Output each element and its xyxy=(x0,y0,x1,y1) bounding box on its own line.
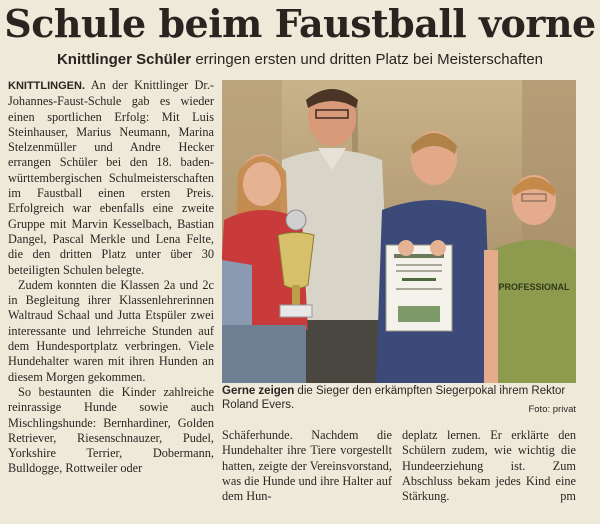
shirt-text: PROFESSIONAL xyxy=(498,282,570,292)
caption-text: die Sieger den erkämpften Siegerpokal ihrem Rektor Roland Evers. xyxy=(222,385,566,411)
column-2-text: Schäferhunde. Nachdem die Hundehalter ihre Tiere vorgestellt hatten, zeigte der Vereinsvorstand, was die Hunde und ihre Halter auf dem Hun- xyxy=(222,428,392,504)
column-3-text: deplatz lernen. Er erklärte den Schülern zudem, wie wichtig die Hundeerziehung ist. Zum Abschluss bekam jedes Kind eine Stärkung. xyxy=(402,428,576,504)
article-photo xyxy=(222,80,576,383)
subheadline xyxy=(0,50,600,70)
headline: Schule beim Faustball vorne xyxy=(4,1,596,46)
article-column-3 xyxy=(402,428,576,504)
article-column-2 xyxy=(222,428,392,504)
article-column-1 xyxy=(8,78,214,477)
paragraph-3: So bestaunten die Kinder zahlreiche reinrassige Hunde sowie auch Mischlingshunde: Bernhardiner, Golden Retriever, Riesenschnauzer, Pudel, Yorkshire Terrier, Dobermann, Bulldogge, Rottweiler oder xyxy=(8,384,214,476)
paragraph-1 xyxy=(8,78,214,278)
column-3-paragraph xyxy=(402,428,576,504)
certificate xyxy=(386,240,452,331)
dateline: KNITTLINGEN. xyxy=(8,80,85,92)
photo-illustration xyxy=(222,80,576,383)
photo-credit: Foto: privat xyxy=(528,404,576,415)
caption-bold: Gerne zeigen xyxy=(222,385,295,397)
paragraph-2: Zudem konnten die Klassen 2a und 2c in Begleitung ihrer Klassenlehrerinnen Waltraud Schaal und Jutta Etspüler zwei interessante und lehrreiche Stunden auf dem Hundesportplatz verbringen. Viele Hundehalter waren mit ihren Hunden an diesem Morgen gekommen. xyxy=(8,277,214,384)
subhead-rest: erringen ersten und dritten Platz bei Meisterschaften xyxy=(195,51,544,68)
paragraph-1-text: An der Knittlinger Dr.-Johannes-Faust-Schule gab es wieder einen sportlichen Erfolg: Mit Luis Steinhauser, Marius Neumann, Marina Stelzenmüller und Andre Hecker errangen Schüler bei den 18. baden-württembergischen Schulmeisterschaften im Faustball einen ersten Preis. Erfolgreich war ebenfalls eine zweite Gruppe mit Marvin Kesselbach, Bastian Dangel, Pascal Merkle und Lena Felte, die den dritten Platz unter über 30 beteiligten Schulen belegte. xyxy=(8,78,214,277)
subhead-bold: Knittlinger Schüler xyxy=(56,51,192,68)
author-signature: pm xyxy=(560,489,576,504)
